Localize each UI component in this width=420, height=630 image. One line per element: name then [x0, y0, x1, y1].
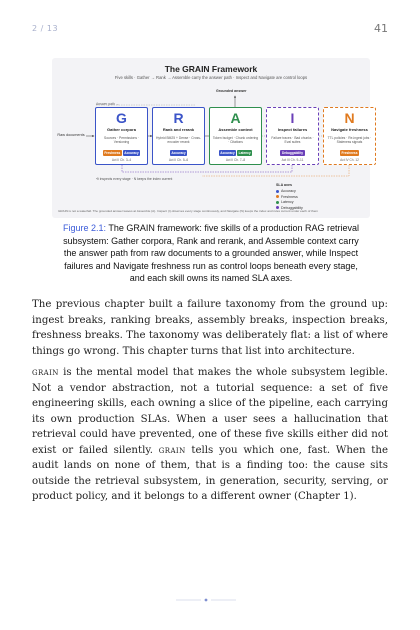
sla-badge: Freshness [104, 151, 121, 155]
sla-badge: Debuggability [281, 151, 304, 155]
stage-assemble [209, 107, 262, 165]
legend-label: Freshness [281, 194, 298, 199]
stage-navigate [323, 107, 376, 165]
legend-dot [276, 190, 279, 193]
sla-badge: Freshness [341, 151, 358, 155]
paragraph: The previous chapter built a failure taxonomy from the ground up: ingest breaks, ranking breaks, assembly breaks, inspection breaks, freshness breaks. The taxonomy was deliberately flat: a list of where things go wrong. This chapter turns that list into architecture. [32, 299, 388, 357]
stage-name: Gather corpora [107, 127, 136, 132]
paragraph-text: is the mental model that makes the whole subsystem legible. Not a vendor abstraction, not a tutorial sequence: a set of five engineering skills, each owning a slice of the pipeline, each carrying its own production SLAs. When a user sees a hallucination that retrieval could have prevented, one of these five skills either did not exist or failed silently. [32, 367, 388, 456]
stage-description: Token budget · Chunk ordering · Citations [212, 136, 259, 144]
stage-letter: N [344, 110, 355, 126]
sla-badges [327, 150, 372, 156]
page-number: 41 [374, 22, 388, 35]
sla-badge: Latency [238, 151, 251, 155]
stage-description: Failure traces · Bad chunks · Eval suites [271, 136, 314, 144]
stage-act: Act III Ch. 9–11 [281, 158, 304, 162]
grain-smallcaps: grain [158, 444, 186, 456]
stage-description: TTL policies · Re-ingest jobs · Staleness signals [327, 136, 372, 144]
stage-rank [152, 107, 205, 165]
caption-label: Figure 2.1: [63, 223, 107, 233]
sla-badges [156, 150, 201, 156]
sla-legend [276, 183, 303, 211]
stage-letter: I [290, 110, 295, 126]
stage-act: Act II Ch. 3–4 [111, 158, 132, 162]
grounded-answer-label: Grounded answer [216, 89, 247, 93]
paragraph-text: tells you which one, fast. When the audit lands on none of them, that is a finding too: the cause sits outside the retrieval subsystem, in generation, security, serving, or product policy, and it belongs to a different owner (Chapter 1). [32, 444, 388, 502]
legend-dot [276, 201, 279, 204]
sla-badge: Accuracy [124, 151, 139, 155]
legend-label: Debuggability [281, 205, 303, 210]
legend-label: Latency [281, 200, 294, 205]
figure-caption [58, 222, 364, 285]
stage-act: Act II Ch. 5–6 [168, 158, 189, 162]
inspect-loop-note: ⟲ inspects every stage · N keeps the index current [96, 177, 173, 181]
sla-badge: Accuracy [171, 151, 186, 155]
page-header [32, 24, 388, 38]
sla-badge: Accuracy [220, 151, 235, 155]
figure-subtitle: Five skills · Gather → Rank → Assemble carry the answer path · Inspect and Navigate are control loops [114, 75, 308, 80]
stage-name: Rank and rerank [162, 127, 195, 132]
stage-gather [95, 107, 148, 165]
figure-grain-framework [52, 58, 370, 218]
stage-name: Navigate freshness [331, 127, 368, 132]
stage-letter: A [230, 110, 241, 126]
stage-name: Assemble context [218, 127, 253, 132]
stage-description: Sources · Permissions · Versioning [104, 136, 139, 144]
sla-legend-title: SLA axes [276, 183, 293, 187]
stage-name: Inspect failures [277, 127, 308, 132]
body-text [32, 297, 388, 511]
page-ornament [176, 597, 236, 603]
stage-description: Hybrid BM25 + Dense · Cross-encoder rerank [156, 136, 201, 144]
paragraph [32, 365, 388, 505]
legend-label: Accuracy [281, 189, 296, 194]
sla-badges [270, 150, 315, 156]
answer-path-label: Answer path → [96, 102, 120, 106]
sla-badges [213, 150, 258, 156]
page-counter: 2 / 13 [32, 24, 59, 33]
stage-inspect [266, 107, 319, 165]
caption-text: The GRAIN framework: five skills of a production RAG retrieval subsystem: Gather corpora, Rank and rerank, and Assemble context carry the answer path from raw documents to a grounded answer, while Inspect failures and Navigate freshness run as control loops beneath every stage, and each skill owns its named SLA axes. [63, 223, 359, 283]
grain-smallcaps: grain [32, 367, 59, 378]
stage-letter: G [116, 110, 127, 126]
stage-letter: R [173, 110, 184, 126]
sla-badges [99, 150, 144, 156]
figure-title: The GRAIN Framework [164, 64, 258, 74]
legend-dot [276, 195, 279, 198]
raw-documents-label: Raw documents [57, 133, 85, 137]
stage-act: Act IV Ch. 12 [340, 158, 359, 162]
stage-act: Act II Ch. 7–8 [225, 158, 246, 162]
figure-footnote: GRAIN is not a waterfall. The grounded answer leaves at Assemble (A). Inspect (I) observes every stage continuously, and Navigate (N) keeps the index and rules current under each of them [58, 209, 319, 213]
